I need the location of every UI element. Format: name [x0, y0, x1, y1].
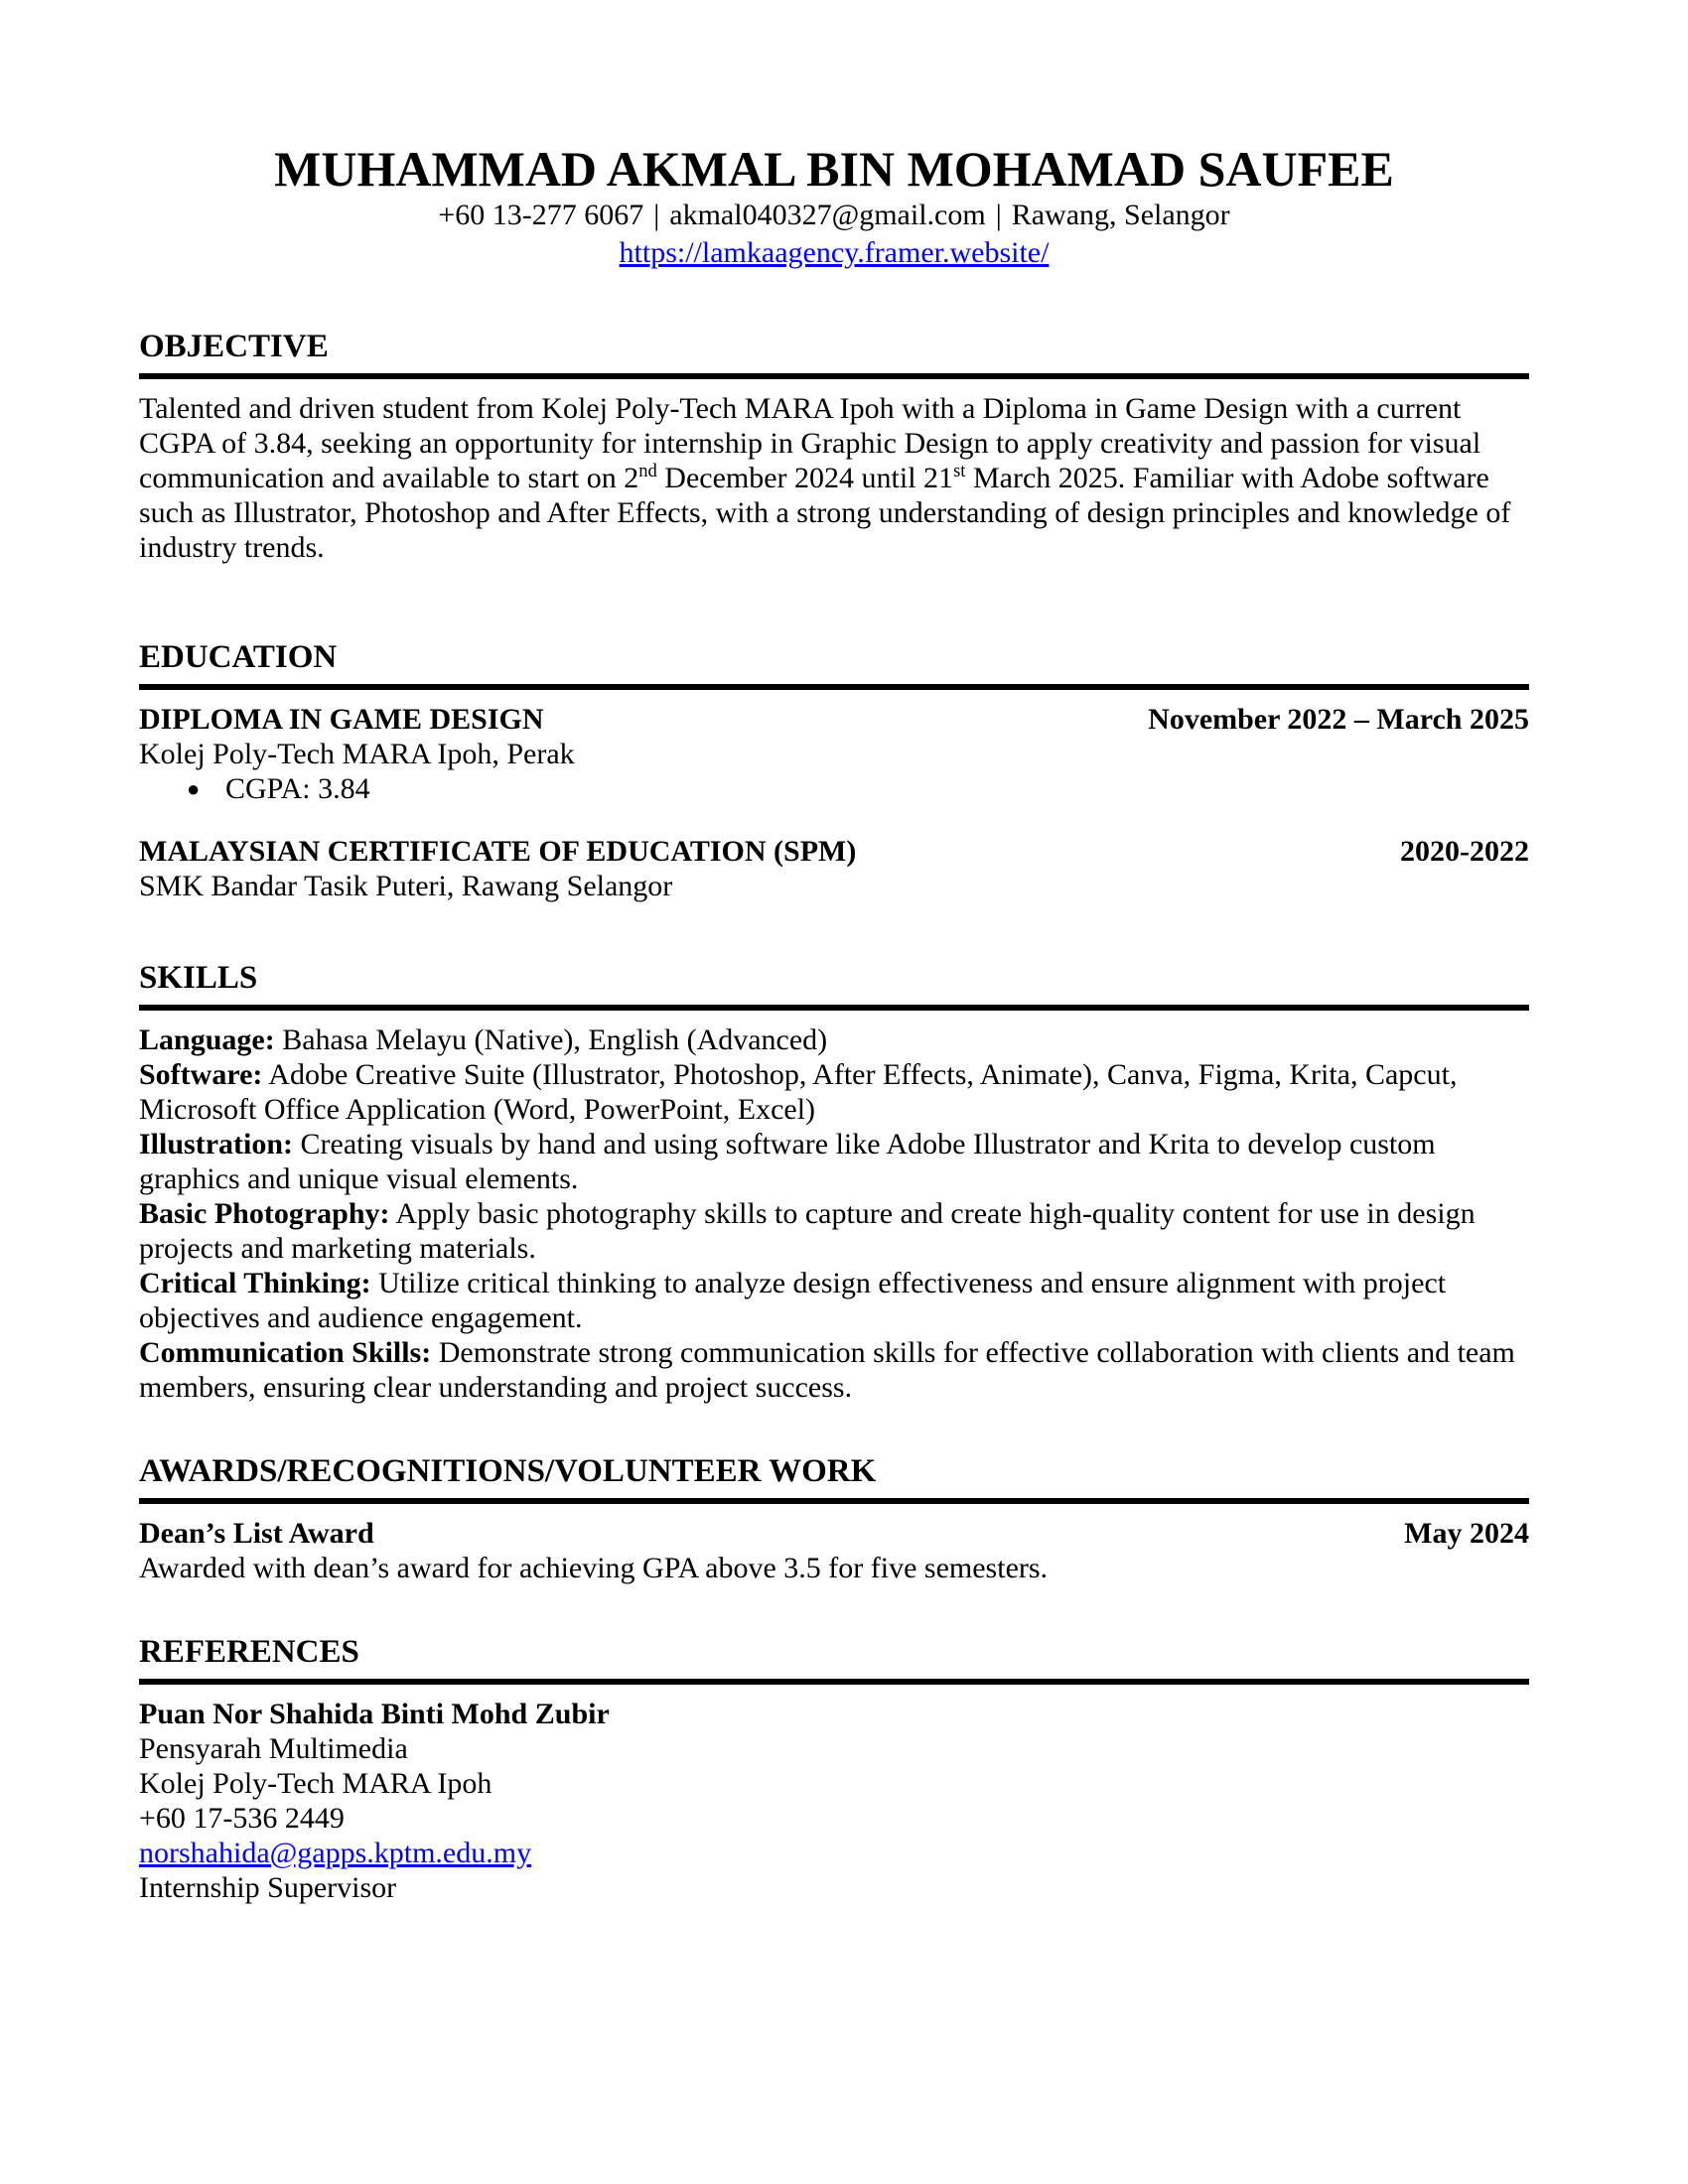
cgpa-value: CGPA: 3.84	[225, 772, 370, 805]
reference-name: Puan Nor Shahida Binti Mohd Zubir	[139, 1698, 610, 1730]
skill-item-critical-thinking	[139, 1266, 1529, 1335]
reference-role: Pensyarah Multimedia	[139, 1732, 408, 1765]
skill-label: Language:	[139, 1024, 275, 1056]
contact-line	[139, 197, 1529, 234]
section-references	[139, 1633, 1529, 1905]
skill-item-communication-skills	[139, 1335, 1529, 1405]
phone-number: +60 13-277 6067	[438, 199, 644, 231]
skill-desc: Demonstrate strong communication skills for effective collaboration with clients and team members, ensuring clear understanding and project success.	[139, 1336, 1515, 1404]
skill-desc: Adobe Creative Suite (Illustrator, Photoshop, After Effects, Animate), Canva, Figma, Krita, Capcut, Microsoft Office Application (Word, PowerPoint, Excel)	[139, 1058, 1458, 1126]
education-entry-diploma	[139, 702, 1529, 806]
degree-date-range: November 2022 – March 2025	[1148, 703, 1529, 736]
school-name: SMK Bandar Tasik Puteri, Rawang Selangor	[139, 870, 673, 902]
education-body	[139, 702, 1529, 903]
skill-label: Software:	[139, 1058, 263, 1091]
education-heading: EDUCATION	[139, 638, 1529, 690]
section-objective	[139, 328, 1529, 565]
separator: |	[653, 199, 660, 231]
skill-desc: Utilize critical thinking to analyze design effectiveness and ensure alignment with project objectives and audience engagement.	[139, 1267, 1447, 1334]
skill-item-language	[139, 1023, 1529, 1057]
award-title-row	[139, 1516, 1529, 1551]
degree-title: DIPLOMA IN GAME DESIGN	[139, 703, 544, 736]
bullet-icon: ●	[187, 776, 201, 801]
reference-email-link[interactable]: norshahida@gapps.kptm.edu.my	[139, 1837, 532, 1869]
award-description: Awarded with dean’s award for achieving GPA above 3.5 for five semesters.	[139, 1552, 1049, 1584]
certificate-date-range: 2020-2022	[1400, 835, 1529, 868]
reference-phone: +60 17-536 2449	[139, 1802, 345, 1835]
skill-label: Critical Thinking:	[139, 1267, 371, 1299]
objective-text: Talented and driven student from Kolej Poly-Tech MARA Ipoh with a Diploma in Game Design with a current CGPA of 3.84, seeking an opportunity for internship in Graphic Design to apply creativity and passion for visual communication and available to start on 2nd December 2024 until 21st March 2025. Familiar with Adobe software such as Illustrator, Photoshop and After Effects, with a strong understanding of design principles and knowledge of industry trends.	[139, 392, 1511, 564]
references-body	[139, 1697, 1529, 1905]
skill-item-illustration	[139, 1127, 1529, 1196]
references-heading: REFERENCES	[139, 1633, 1529, 1685]
award-date: May 2024	[1404, 1517, 1529, 1550]
resume-header	[139, 141, 1529, 272]
skill-label: Illustration:	[139, 1128, 294, 1160]
reference-position: Internship Supervisor	[139, 1871, 397, 1904]
awards-heading: AWARDS/RECOGNITIONS/VOLUNTEER WORK	[139, 1452, 1529, 1504]
skills-body	[139, 1023, 1529, 1405]
award-title: Dean’s List Award	[139, 1517, 374, 1550]
location: Rawang, Selangor	[1011, 199, 1230, 231]
skill-desc: Apply basic photography skills to capture and create high-quality content for use in design projects and marketing materials.	[139, 1197, 1476, 1265]
skill-label: Basic Photography:	[139, 1197, 390, 1230]
portfolio-website-link[interactable]: https://lamkaagency.framer.website/	[619, 236, 1050, 269]
institution-name: Kolej Poly-Tech MARA Ipoh, Perak	[139, 738, 575, 770]
section-education	[139, 638, 1529, 903]
candidate-name: MUHAMMAD AKMAL BIN MOHAMAD SAUFEE	[274, 141, 1394, 197]
education-entry-spm	[139, 834, 1529, 903]
skill-item-software	[139, 1057, 1529, 1127]
education-entry-title-row	[139, 702, 1529, 737]
skill-desc: Bahasa Melayu (Native), English (Advanced)	[282, 1024, 828, 1056]
skill-item-basic-photography	[139, 1196, 1529, 1266]
skill-desc: Creating visuals by hand and using software like Adobe Illustrator and Krita to develop custom graphics and unique visual elements.	[139, 1128, 1436, 1195]
objective-heading: OBJECTIVE	[139, 328, 1529, 379]
website-line	[139, 234, 1529, 272]
skill-label: Communication Skills:	[139, 1336, 432, 1369]
awards-body	[139, 1516, 1529, 1585]
reference-institution: Kolej Poly-Tech MARA Ipoh	[139, 1767, 492, 1800]
education-bullet-row	[139, 771, 1529, 806]
section-skills	[139, 959, 1529, 1405]
education-entry-title-row	[139, 834, 1529, 869]
reference-email-line	[139, 1836, 1529, 1870]
skills-heading: SKILLS	[139, 959, 1529, 1011]
certificate-title: MALAYSIAN CERTIFICATE OF EDUCATION (SPM)	[139, 835, 857, 868]
section-awards	[139, 1452, 1529, 1585]
email-address: akmal040327@gmail.com	[669, 199, 986, 231]
separator: |	[995, 199, 1002, 231]
